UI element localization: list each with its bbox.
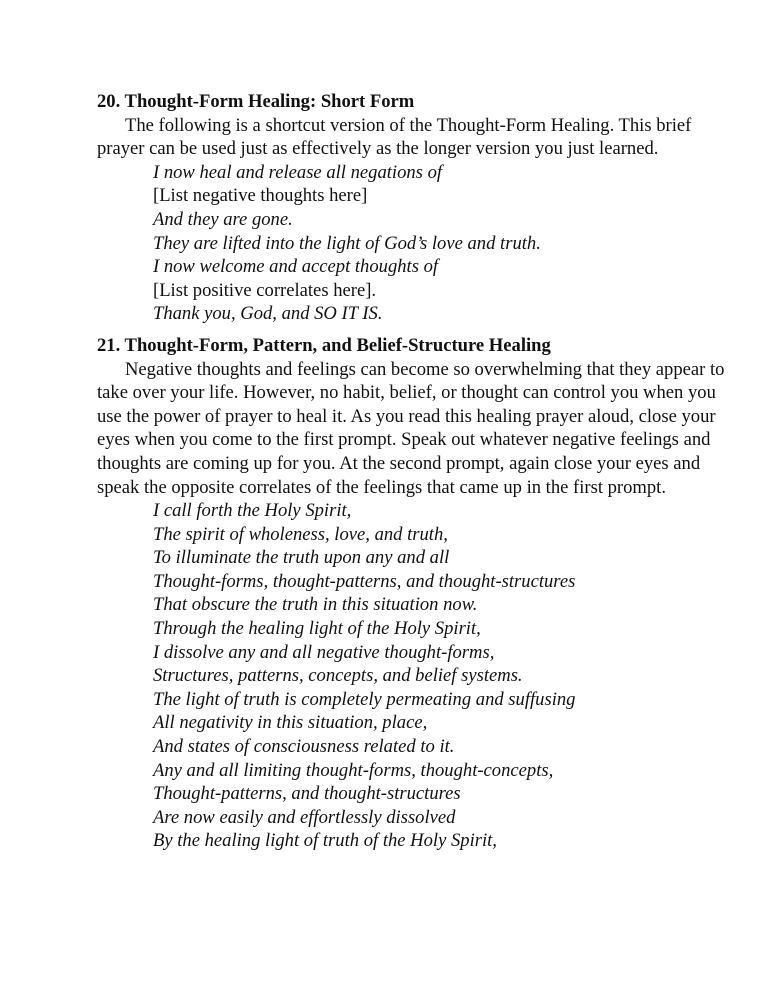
prayer-line: They are lifted into the light of God’s love and truth. <box>153 232 541 254</box>
page-content <box>97 90 737 861</box>
prayer-line: I now welcome and accept thoughts of <box>153 256 439 278</box>
prayer-line: [List negative thoughts here] <box>153 185 368 207</box>
section-heading: 20. Thought-Form Healing: Short Form <box>97 91 415 112</box>
prayer-line: Thought-forms, thought-patterns, and thought-structures <box>153 570 576 592</box>
prayer-line: I now heal and release all negations of <box>153 161 443 183</box>
prayer-line: By the healing light of truth of the Holy Spirit, <box>153 830 497 852</box>
prayer-line: And states of consciousness related to it. <box>153 736 455 758</box>
section-paragraph: Negative thoughts and feelings can become so overwhelming that they appear to take over your life. However, no habit, belief, or thought can control you when you use the power of prayer to heal it. As you read this healing prayer aloud, close your eyes when you come to the first prompt. Speak out whatever negative feelings and thoughts are coming up for you. At the second prompt, again close your eyes and speak the opposite correlates of the feelings that came up in the first prompt. <box>97 358 725 498</box>
prayer-line: I call forth the Holy Spirit, <box>153 500 352 522</box>
prayer-line: And they are gone. <box>153 208 293 230</box>
prayer-line: I dissolve any and all negative thought-forms, <box>153 641 495 663</box>
prayer-line: Structures, patterns, concepts, and belief systems. <box>153 665 523 687</box>
prayer-line: The spirit of wholeness, love, and truth, <box>153 523 448 545</box>
prayer-line: That obscure the truth in this situation now. <box>153 594 478 616</box>
section-20 <box>97 90 737 326</box>
prayer-line: All negativity in this situation, place, <box>153 712 428 734</box>
prayer-lines <box>153 161 737 326</box>
prayer-line: Are now easily and effortlessly dissolved <box>153 806 456 828</box>
prayer-line: Thought-patterns, and thought-structures <box>153 783 461 805</box>
prayer-lines <box>153 499 737 853</box>
section-heading: 21. Thought-Form, Pattern, and Belief-Structure Healing <box>97 334 551 356</box>
prayer-line: Thank you, God, and SO IT IS. <box>153 303 383 325</box>
prayer-line: Through the healing light of the Holy Spirit, <box>153 618 481 640</box>
prayer-line: [List positive correlates here]. <box>153 279 377 301</box>
section-paragraph: The following is a shortcut version of the Thought-Form Healing. This brief prayer can be used just as effectively as the longer version you just learned. <box>97 114 692 160</box>
section-21 <box>97 334 737 853</box>
prayer-line: The light of truth is completely permeating and suffusing <box>153 688 576 710</box>
prayer-line: To illuminate the truth upon any and all <box>153 547 450 569</box>
prayer-line: Any and all limiting thought-forms, thought-concepts, <box>153 759 554 781</box>
